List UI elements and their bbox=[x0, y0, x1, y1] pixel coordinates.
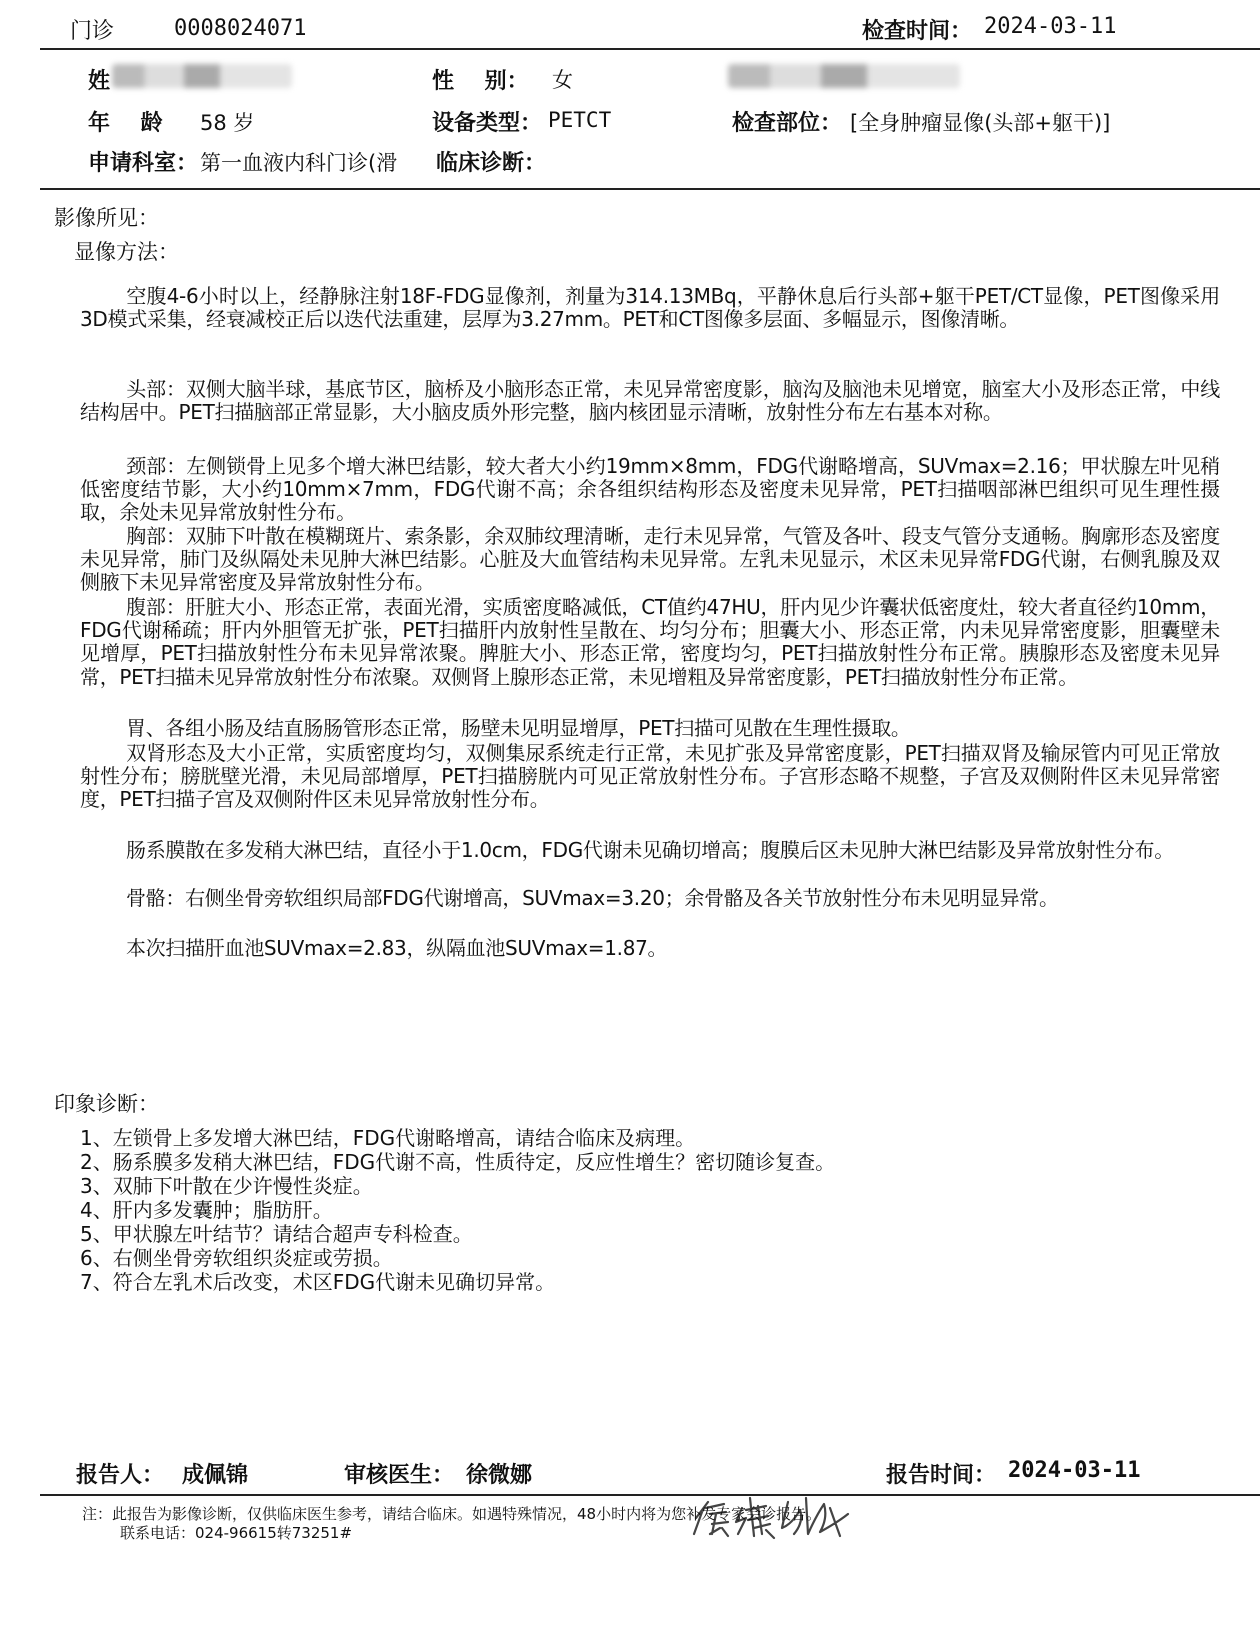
finding-paragraph: 空腹4-6小时以上，经静脉注射18F-FDG显像剂，剂量为314.13MBq，平静休息后行头部+躯干PET/CT显像，PET图像采用3D模式采集，经衰减校正后以迭代法重建，层厚为3.27mm。PET和CT图像多层面、多幅显示，图像清晰。 bbox=[80, 284, 1220, 332]
finding-paragraph: 骨骼：右侧坐骨旁软组织局部FDG代谢增高，SUVmax=3.20；余骨骼及各关节放射性分布未见明显异常。 bbox=[126, 886, 1059, 910]
finding-paragraph: 肠系膜散在多发稍大淋巴结，直径小于1.0cm，FDG代谢未见确切增高；腹膜后区未见肿大淋巴结影及异常放射性分布。 bbox=[126, 838, 1174, 862]
impression-item: 6、右侧坐骨旁软组织炎症或劳损。 bbox=[80, 1246, 393, 1270]
finding-paragraph: 腹部：肝脏大小、形态正常，表面光滑，实质密度略减低，CT值约47HU，肝内见少许囊状低密度灶，较大者直径约10mm，FDG代谢稀疏；肝内外胆管无扩张，PET扫描肝内放射性呈散在、均匀分布；胆囊大小、形态正常，内未见异常密度影，胆囊壁未见增厚，PET扫描放射性分布未见异常浓聚。脾脏大小、形态正常，密度均匀，PET扫描放射性分布正常。胰腺形态及密度未见异常，PET扫描未见异常放射性分布浓聚。双侧肾上腺形态正常，未见增粗及异常密度影，PET扫描放射性分布正常。 bbox=[80, 595, 1220, 689]
diagnosis-label: 临床诊断： bbox=[436, 151, 547, 176]
gender-value: 女 bbox=[552, 68, 573, 92]
age-label: 年 龄 bbox=[88, 111, 163, 136]
findings-title: 影像所见： bbox=[54, 206, 159, 230]
redacted-info bbox=[728, 64, 960, 88]
device-label: 设备类型： bbox=[432, 111, 543, 136]
impression-list bbox=[80, 1126, 1180, 1294]
report-time: 2024-03-11 bbox=[1008, 1458, 1141, 1483]
reviewer-name: 徐微娜 bbox=[466, 1463, 533, 1488]
reviewer-label: 审核医生： bbox=[344, 1463, 455, 1488]
footer-rule bbox=[40, 1494, 1260, 1496]
finding-paragraph: 胃、各组小肠及结直肠肠管形态正常，肠壁未见明显增厚，PET扫描可见散在生理性摄取。 bbox=[126, 716, 911, 740]
impression-item: 4、肝内多发囊肿；脂肪肝。 bbox=[80, 1198, 333, 1222]
impression-item: 5、甲状腺左叶结节？请结合超声专科检查。 bbox=[80, 1222, 473, 1246]
finding-paragraph: 头部：双侧大脑半球，基底节区，脑桥及小脑形态正常，未见异常密度影，脑沟及脑池未见增宽，脑室大小及形态正常，中线结构居中。PET扫描脑部正常显影，大小脑皮质外形完整，脑内核团显示清晰，放射性分布左右基本对称。 bbox=[80, 377, 1220, 425]
method-title: 显像方法： bbox=[74, 240, 179, 264]
patient-id: 0008024071 bbox=[174, 16, 307, 41]
finding-paragraph: 颈部：左侧锁骨上见多个增大淋巴结影，较大者大小约19mm×8mm，FDG代谢略增高，SUVmax=2.16；甲状腺左叶见稍低密度结节影，大小约10mm×7mm，FDG代谢不高；余各组织结构形态及密度未见异常，PET扫描咽部淋巴组织可见生理性摄取，余处未见异常放射性分布。 bbox=[80, 454, 1220, 525]
exam-time: 2024-03-11 bbox=[984, 14, 1117, 39]
name-label: 姓 bbox=[88, 69, 111, 94]
reporter-name: 成佩锦 bbox=[182, 1463, 249, 1488]
device-value: PETCT bbox=[548, 108, 612, 132]
redacted-name bbox=[112, 64, 292, 88]
visit-type: 门诊 bbox=[70, 19, 115, 44]
impression-item: 3、双肺下叶散在少许慢性炎症。 bbox=[80, 1174, 373, 1198]
report-time-label: 报告时间： bbox=[886, 1463, 997, 1488]
footer-contact: 联系电话：024-96615转73251# bbox=[120, 1524, 353, 1542]
age-value: 58 岁 bbox=[200, 111, 255, 135]
impression-item: 7、符合左乳术后改变，术区FDG代谢未见确切异常。 bbox=[80, 1270, 556, 1294]
impression-item: 2、肠系膜多发稍大淋巴结，FDG代谢不高，性质待定，反应性增生？密切随诊复查。 bbox=[80, 1150, 836, 1174]
info-rule bbox=[40, 188, 1260, 190]
dept-label: 申请科室： bbox=[88, 151, 199, 176]
exam-time-label: 检查时间： bbox=[862, 19, 973, 44]
exam-part-value: [全身肿瘤显像(头部+躯干)] bbox=[850, 111, 1111, 135]
impression-item: 1、左锁骨上多发增大淋巴结，FDG代谢略增高，请结合临床及病理。 bbox=[80, 1126, 696, 1150]
header-rule bbox=[40, 48, 1260, 50]
reporter-label: 报告人： bbox=[76, 1463, 165, 1488]
dept-value: 第一血液内科门诊(滑 bbox=[200, 151, 398, 175]
footer-note: 注：此报告为影像诊断，仅供临床医生参考，请结合临床。如遇特殊情况，48小时内将为您补发专家会诊报告。 bbox=[82, 1505, 822, 1523]
impression-title: 印象诊断： bbox=[54, 1092, 159, 1116]
finding-paragraph: 双肾形态及大小正常，实质密度均匀，双侧集尿系统走行正常，未见扩张及异常密度影，PET扫描双肾及输尿管内可见正常放射性分布；膀胱壁光滑，未见局部增厚，PET扫描膀胱内可见正常放射性分布。子宫形态略不规整，子宫及双侧附件区未见异常密度，PET扫描子宫及双侧附件区未见异常放射性分布。 bbox=[80, 741, 1220, 812]
exam-part-label: 检查部位： bbox=[732, 111, 843, 136]
finding-paragraph: 胸部：双肺下叶散在模糊斑片、索条影，余双肺纹理清晰，走行未见异常，气管及各叶、段支气管分支通畅。胸廓形态及密度未见异常，肺门及纵隔处未见肿大淋巴结影。心脏及大血管结构未见异常。左乳未见显示，术区未见异常FDG代谢，右侧乳腺及双侧腋下未见异常密度及异常放射性分布。 bbox=[80, 524, 1220, 595]
gender-label: 性 别： bbox=[432, 69, 529, 94]
finding-paragraph: 本次扫描肝血池SUVmax=2.83，纵隔血池SUVmax=1.87。 bbox=[126, 936, 668, 960]
